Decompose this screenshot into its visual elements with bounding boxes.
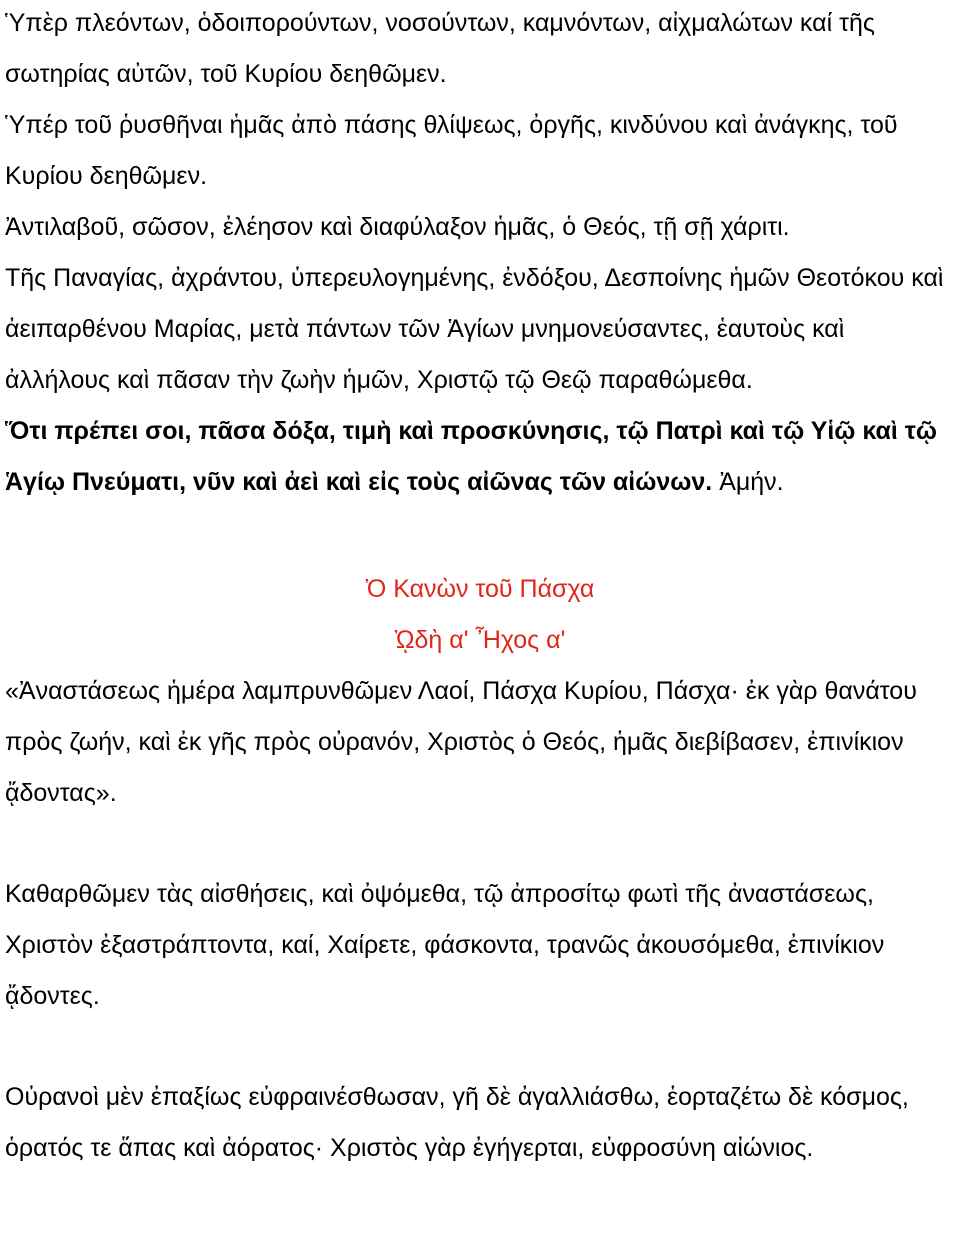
canon-title: Ὁ Κανὼν τοῦ Πάσχα bbox=[365, 575, 595, 603]
irmos-text: «Ἀναστάσεως ἡμέρα λαμπρυνθῶμεν Λαοί, Πάσχα Κυρίου, Πάσχα· ἐκ γὰρ θανάτου πρὸς ζωήν, καὶ ἐκ γῆς πρὸς οὐρανόν, Χριστὸς ὁ Θεός, ἡμᾶς διεβίβασεν, ἐπινίκιον ᾄδοντας». bbox=[5, 677, 917, 807]
litany-exclamation-block bbox=[5, 406, 955, 508]
ode-heading: ᾨδὴ α' Ἦχος α' bbox=[394, 626, 566, 654]
litany-exclamation: Ὅτι πρέπει σοι, πᾶσα δόξα, τιμὴ καὶ προσκύνησις, τῷ Πατρὶ καὶ τῷ Υἱῷ καὶ τῷ Ἁγίῳ Πνεύματι, νῦν καὶ ἀεὶ καὶ εἰς τοὺς αἰῶνας τῶν αἰώνων. bbox=[5, 417, 938, 496]
document-page bbox=[5, 0, 955, 1174]
litany-petition-travelers: Ὑπὲρ πλεόντων, ὁδοιπορούντων, νοσούντων, καμνόντων, αἰχμαλώτων καί τῆς σωτηρίας αὐτῶν, τοῦ Κυρίου δεηθῶμεν. bbox=[5, 9, 875, 88]
litany-petition-help: Ἀντιλαβοῦ, σῶσον, ἐλέησον καὶ διαφύλαξον ἡμᾶς, ὁ Θεός, τῇ σῇ χάριτι. bbox=[5, 213, 790, 241]
troparion-2: Οὐρανοὶ μὲν ἐπαξίως εὐφραινέσθωσαν, γῆ δὲ ἀγαλλιάσθω, ἑορταζέτω δὲ κόσμος, ὁρατός τε ἅπας καὶ ἀόρατος· Χριστὸς γὰρ ἐγήγερται, εὐφροσύνη αἰώνιος. bbox=[5, 1083, 909, 1162]
litany-amen: Ἀμήν. bbox=[719, 468, 784, 496]
spacer bbox=[5, 819, 955, 869]
spacer bbox=[5, 508, 955, 564]
litany-petition-deliverance: Ὑπέρ τοῦ ῥυσθῆναι ἡμᾶς ἀπὸ πάσης θλίψεως, ὀργῆς, κινδύνου καὶ ἀνάγκης, τοῦ Κυρίου δεηθῶμεν. bbox=[5, 111, 898, 190]
litany-commemoration: Τῆς Παναγίας, ἀχράντου, ὑπερευλογημένης, ἐνδόξου, Δεσποίνης ἡμῶν Θεοτόκου καὶ ἀειπαρθένου Μαρίας, μετὰ πάντων τῶν Ἁγίων μνημονεύσαντες, ἑαυτοὺς καὶ ἀλλήλους καὶ πᾶσαν τὴν ζωὴν ἡμῶν, Χριστῷ τῷ Θεῷ παραθώμεθα. bbox=[5, 264, 944, 394]
spacer bbox=[5, 1022, 955, 1072]
troparion-1: Καθαρθῶμεν τὰς αἰσθήσεις, καὶ ὀψόμεθα, τῷ ἀπροσίτῳ φωτὶ τῆς ἀναστάσεως, Χριστὸν ἐξαστράπτοντα, καί, Χαίρετε, φάσκοντα, τρανῶς ἀκουσόμεθα, ἐπινίκιον ᾄδοντες. bbox=[5, 880, 885, 1010]
